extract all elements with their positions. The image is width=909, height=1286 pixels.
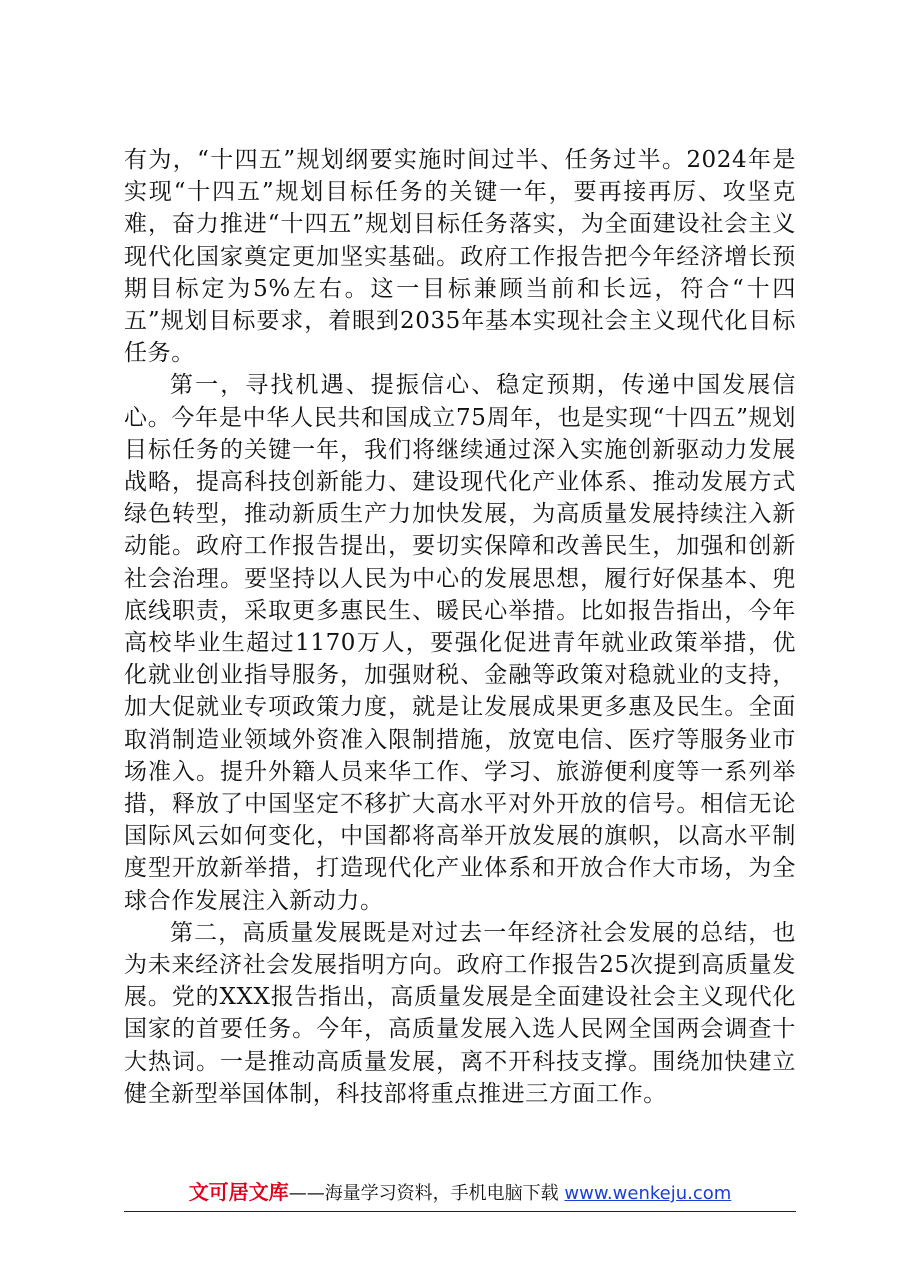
paragraph-2: 第一，寻找机遇、提振信心、稳定预期，传递中国发展信心。今年是中华人民共和国成立75周年，也是实现“十四五”规划目标任务的关键一年，我们将继续通过深入实施创新驱动力发展战略，提高科技创新能力、建设现代化产业体系、推动发展方式绿色转型，推动新质生产力加快发展，为高质量发展持续注入新动能。政府工作报告提出，要切实保障和改善民生，加强和创新社会治理。要坚持以人民为中心的发展思想，履行好保基本、兜底线职责，采取更多惠民生、暖民心举措。比如报告指出，今年高校毕业生超过1170万人，要强化促进青年就业政策举措，优化就业创业指导服务，加强财税、金融等政策对稳就业的支持，加大促就业专项政策力度，就是让发展成果更多惠及民生。全面取消制造业领域外资准入限制措施，放宽电信、医疗等服务业市场准入。提升外籍人员来华工作、学习、旅游便利度等一系列举措，释放了中国坚定不移扩大高水平对外开放的信号。相信无论国际风云如何变化，中国都将高举开放发展的旗帜，以高水平制度型开放新举措，打造现代化产业体系和开放合作大市场，为全球合作发展注入新动力。 xyxy=(124,372,796,914)
footer-line xyxy=(124,1175,796,1211)
footer-tagline: ——海量学习资料，手机电脑下载 xyxy=(288,1183,559,1204)
paragraph-1: 有为，“十四五”规划纲要实施时间过半、任务过半。2024年是实现“十四五”规划目标任务的关键一年，要再接再厉、攻坚克难，奋力推进“十四五”规划目标任务落实，为全面建设社会主义现代化国家奠定更加坚实基础。政府工作报告把今年经济增长预期目标定为5%左右。这一目标兼顾当前和长远，符合“十四五”规划目标要求，着眼到2035年基本实现社会主义现代化目标任务。 xyxy=(124,147,796,367)
page-footer xyxy=(124,1175,796,1215)
paragraph-3: 第二，高质量发展既是对过去一年经济社会发展的总结，也为未来经济社会发展指明方向。政府工作报告25次提到高质量发展。党的XXX报告指出，高质量发展是全面建设社会主义现代化国家的首要任务。今年，高质量发展入选人民网全国两会调查十大热词。一是推动高质量发展，离不开科技支撑。围绕加快建立健全新型举国体制，科技部将重点推进三方面工作。 xyxy=(124,919,796,1107)
footer-url-link[interactable]: www.wenkeju.com xyxy=(564,1183,732,1204)
footer-divider xyxy=(124,1211,796,1212)
document-body xyxy=(124,144,796,1110)
footer-brand: 文可居文库 xyxy=(188,1180,289,1204)
